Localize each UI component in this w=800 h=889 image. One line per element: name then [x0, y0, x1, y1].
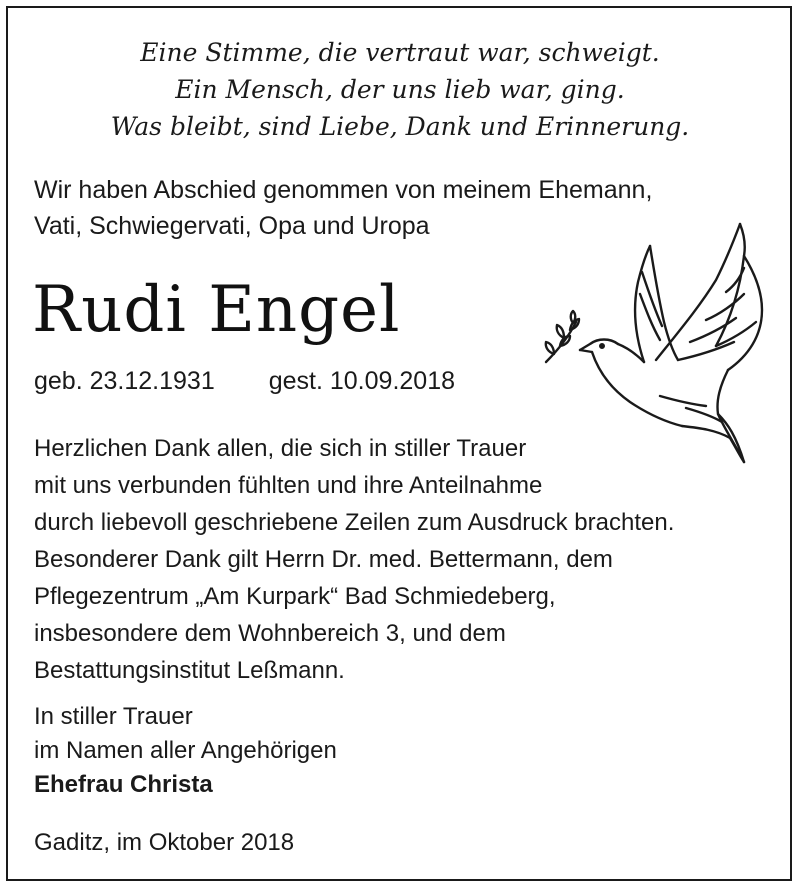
thanks-line: Besonderer Dank gilt Herrn Dr. med. Bettermann, dem: [34, 546, 613, 573]
closing-block: [34, 700, 337, 802]
intro-line: Vati, Schwiegervati, Opa und Uropa: [34, 212, 430, 240]
death-date: gest. 10.09.2018: [268, 367, 456, 395]
poem-line: Eine Stimme, die vertraut war, schweigt.: [140, 38, 660, 67]
intro-line: Wir haben Abschied genommen von meinem Ehemann,: [34, 176, 653, 204]
thanks-line: mit uns verbunden fühlten und ihre Anteilnahme: [34, 472, 543, 499]
signature: Ehefrau Christa: [34, 771, 213, 798]
thanks-line: durch liebevoll geschriebene Zeilen zum Ausdruck brachten.: [34, 509, 675, 536]
poem-line: Was bleibt, sind Liebe, Dank und Erinnerung.: [110, 112, 690, 141]
birth-date: geb. 23.12.1931: [34, 367, 215, 395]
thanks-line: Pflegezentrum „Am Kurpark“ Bad Schmiedeberg,: [34, 583, 556, 610]
thanks-line: insbesondere dem Wohnbereich 3, und dem: [34, 620, 506, 647]
place-and-date: Gaditz, im Oktober 2018: [34, 829, 295, 856]
life-dates: [34, 364, 455, 398]
closing-line: In stiller Trauer: [34, 703, 193, 730]
closing-line: im Namen aller Angehörigen: [34, 737, 337, 764]
deceased-name: Rudi Engel: [32, 273, 401, 347]
poem-line: Ein Mensch, der uns lieb war, ging.: [175, 75, 625, 104]
thanks-line: Herzlichen Dank allen, die sich in stiller Trauer: [34, 435, 527, 462]
poem: [0, 34, 800, 145]
thanks-line: Bestattungsinstitut Leßmann.: [34, 657, 345, 684]
thanks-paragraph: [34, 430, 674, 689]
